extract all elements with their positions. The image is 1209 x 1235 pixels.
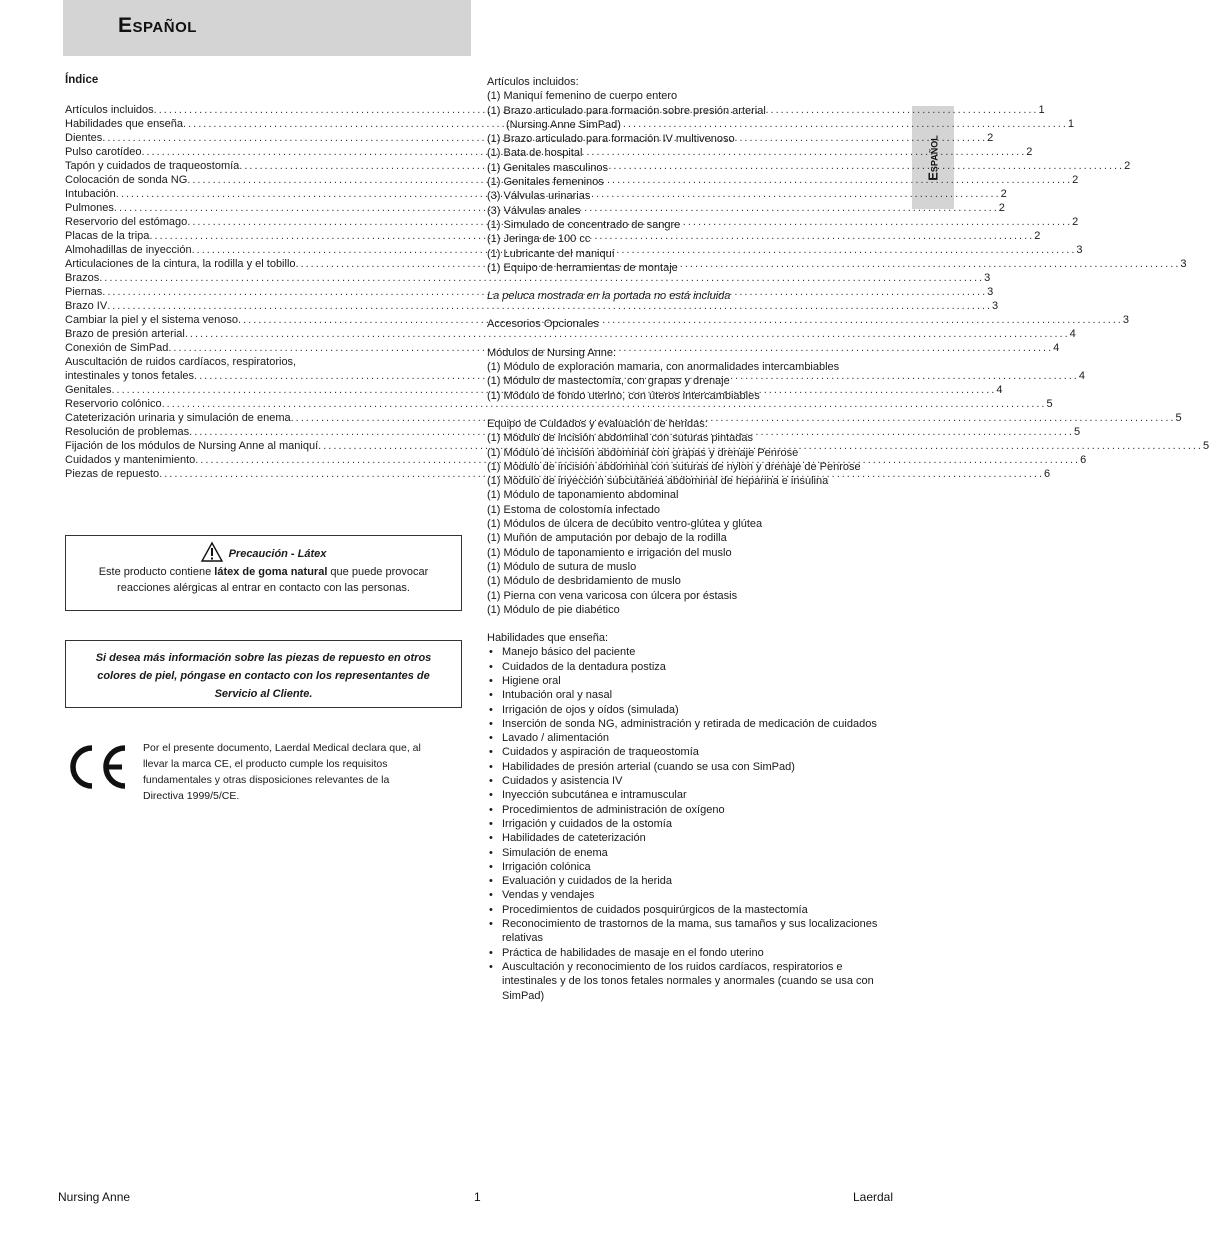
side-tab-label: Español	[925, 134, 941, 181]
skills-heading: Habilidades que enseña:	[487, 632, 609, 645]
toc-item: Piezas de repuesto ..... 6	[65, 467, 437, 481]
list-item: (1) Módulo de taponamiento abdominal	[487, 489, 679, 502]
list-item: (1) Maniquí femenino de cuerpo entero	[487, 90, 678, 103]
toc-heading: Índice	[65, 74, 99, 86]
list-item: (1) Genitales masculinos	[487, 161, 609, 174]
toc-item: Resolución de problemas ..... 5	[65, 425, 437, 439]
list-item: (1) Pierna con vena varicosa con úlcera por éstasis	[487, 589, 738, 602]
toc-item: Cuidados y mantenimiento ..... 6	[65, 453, 437, 467]
list-item: • Procedimientos de administración de oxígeno	[487, 803, 887, 817]
list-item: • Habilidades de presión arterial (cuando se usa con SimPad)	[487, 760, 887, 774]
list-item: (1) Módulos de úlcera de decúbito ventro-glútea y glútea	[487, 518, 763, 531]
footer-brand: Laerdal	[852, 1190, 893, 1204]
wound-care-list	[487, 431, 887, 617]
list-item: (3) Válvulas anales	[487, 204, 581, 217]
list-item: (1) Equipo de herramientas de montaje	[487, 261, 678, 274]
list-item: (1) Bata de hospital	[487, 147, 583, 160]
list-item: • Manejo básico del paciente	[487, 645, 887, 659]
wound-care-heading: Equipo de Cuidados y evaluación de heridas:	[487, 417, 708, 430]
list-item: (1) Módulo de pie diabético	[487, 603, 620, 616]
list-item: • Vendas y vendajes	[487, 888, 887, 902]
list-item: • Práctica de habilidades de masaje en el fondo uterino	[487, 946, 887, 960]
list-item: • Evaluación y cuidados de la herida	[487, 874, 887, 888]
page-title: Español	[118, 14, 197, 37]
toc-item: Tapón y cuidados de traqueostomía ..... 2	[65, 159, 437, 173]
list-item: • Inserción de sonda NG, administración y retirada de medicación de cuidados	[487, 717, 887, 731]
toc-item: Cambiar la piel y el sistema venoso ..... 3	[65, 313, 437, 327]
ce-text: Por el presente documento, Laerdal Medical declara que, al llevar la marca CE, el producto cumple los requisitos fundamentales y otras disposiciones relevantes de la Directiva 1999/5/CE.	[143, 742, 421, 802]
list-item: • Reconocimiento de trastornos de la mama, sus tamaños y sus localizaciones relativas	[487, 917, 887, 946]
toc-item: Brazo IV ..... 3	[65, 299, 437, 313]
included-heading: Artículos incluidos:	[487, 76, 579, 88]
spare-parts-info-box: Si desea más información sobre las piezas de repuesto en otros colores de piel, póngase en contacto con los representantes de Servicio al Cliente.	[65, 640, 462, 708]
ce-declaration	[65, 740, 445, 810]
latex-caution-box	[65, 535, 462, 611]
list-item: • Irrigación de ojos y oídos (simulada)	[487, 703, 887, 717]
list-item: • Cuidados y asistencia IV	[487, 774, 887, 788]
list-item: (1) Módulo de mastectomía, con grapas y drenaje	[487, 375, 730, 388]
toc-item: Conexión de SimPad ..... 4	[65, 341, 437, 355]
toc-item: Auscultación de ruidos cardíacos, respiratorios, intestinales y tonos fetales ..... 4	[65, 355, 437, 383]
toc-item: Reservorio del estómago ..... 2	[65, 215, 437, 229]
caution-title: Precaución - Látex	[228, 548, 327, 560]
toc-item: Fijación de los módulos de Nursing Anne al maniquí ..... 5	[65, 439, 437, 453]
optional-heading: Accesorios Opcionales	[487, 318, 599, 331]
toc-item: Dientes ..... 2	[65, 131, 437, 145]
list-item: • Cuidados de la dentadura postiza	[487, 660, 887, 674]
list-item: (1) Módulo de taponamiento e irrigación del muslo	[487, 546, 732, 559]
list-item: • Intubación oral y nasal	[487, 688, 887, 702]
list-item: • Auscultación y reconocimiento de los ruidos cardíacos, respiratorios e intestinales y de los tonos fetales normales y anormales (cuando se usa con SimPad)	[487, 960, 887, 1003]
list-item: (1) Muñón de amputación por debajo de la rodilla	[487, 532, 727, 545]
list-item: (1) Módulo de fondo uterino, con úteros intercambiables	[487, 389, 760, 402]
list-item: (1) Módulo de desbridamiento de muslo	[487, 575, 681, 588]
toc-item: Cateterización urinaria y simulación de enema ..... 5	[65, 411, 437, 425]
list-item: • Inyección subcutánea e intramuscular	[487, 788, 887, 802]
list-item: (1) Módulo de incisión abdominal con grapas y drenaje Penrose	[487, 446, 799, 459]
footer-product-name: Nursing Anne	[58, 1190, 131, 1204]
list-item: (3) Válvulas urinarias	[487, 190, 591, 203]
toc-item: Placas de la tripa ..... 2	[65, 229, 437, 243]
list-item: (1) Módulo de incisión abdominal con suturas de nylon y drenaje de Penrose	[487, 460, 861, 473]
toc-item: Pulmones ..... 2	[65, 201, 437, 215]
list-item: • Simulación de enema	[487, 846, 887, 860]
skills-list	[487, 645, 887, 1002]
header-bar	[63, 0, 471, 56]
warning-triangle-icon	[201, 542, 223, 562]
list-item: (1) Módulo de inyección subcutánea abdominal de heparina e insulina	[487, 475, 829, 488]
toc-item: Pulso carotídeo ..... 2	[65, 145, 437, 159]
list-item: • Procedimientos de cuidados posquirúrgicos de la mastectomía	[487, 903, 887, 917]
list-item: • Higiene oral	[487, 674, 887, 688]
list-item: • Irrigación colónica	[487, 860, 887, 874]
toc-item: Intubación ..... 2	[65, 187, 437, 201]
toc-item: Brazo de presión arterial ..... 4	[65, 327, 437, 341]
list-item: • Habilidades de cateterización	[487, 831, 887, 845]
list-item: (1) Genitales femeninos	[487, 176, 604, 189]
list-item: (1) Jeringa de 100 cc	[487, 233, 591, 246]
wig-note: La peluca mostrada en la portada no está incluida	[487, 290, 731, 303]
toc-item: Articulaciones de la cintura, la rodilla y el tobillo ..... 3	[65, 257, 437, 271]
ce-mark-icon	[65, 744, 131, 790]
toc-item: Almohadillas de inyección ..... 3	[65, 243, 437, 257]
list-item: • Cuidados y aspiración de traqueostomía	[487, 745, 887, 759]
list-item: • Irrigación y cuidados de la ostomía	[487, 817, 887, 831]
list-item: (1) Módulo de exploración mamaria, con anormalidades intercambiables	[487, 361, 840, 374]
caution-text: Este producto contiene látex de goma natural que puede provocar reacciones alérgicas al entrar en contacto con las personas.	[98, 566, 429, 594]
toc-item: Brazos ..... 3	[65, 271, 437, 285]
list-item: (1) Módulo de incisión abdominal con suturas pintadas	[487, 432, 753, 445]
toc-item: Habilidades que enseña ..... 1	[65, 117, 437, 131]
modules-heading: Módulos de Nursing Anne:	[487, 346, 617, 359]
list-item: (1) Simulado de concentrado de sangre	[487, 218, 681, 231]
list-item: • Lavado / alimentación	[487, 731, 887, 745]
toc-item: Colocación de sonda NG ..... 2	[65, 173, 437, 187]
toc-item: Artículos incluidos ..... 1	[65, 103, 437, 117]
toc-item: Genitales ..... 4	[65, 383, 437, 397]
list-item: (1) Brazo articulado para formación sobre presión arterial (Nursing Anne SimPad)	[487, 104, 766, 131]
list-item: (1) Lubricante del maniquí	[487, 247, 615, 260]
right-column	[487, 75, 887, 1003]
included-list	[487, 89, 887, 275]
list-item: (1) Brazo articulado para formación IV multivenoso	[487, 133, 735, 146]
footer-page-number: 1	[474, 1190, 481, 1204]
list-item: (1) Estoma de colostomía infectado	[487, 503, 661, 516]
modules-list	[487, 360, 887, 403]
toc-item: Piernas ..... 3	[65, 285, 437, 299]
toc-item: Reservorio colónico ..... 5	[65, 397, 437, 411]
list-item: (1) Módulo de sutura de muslo	[487, 560, 637, 573]
